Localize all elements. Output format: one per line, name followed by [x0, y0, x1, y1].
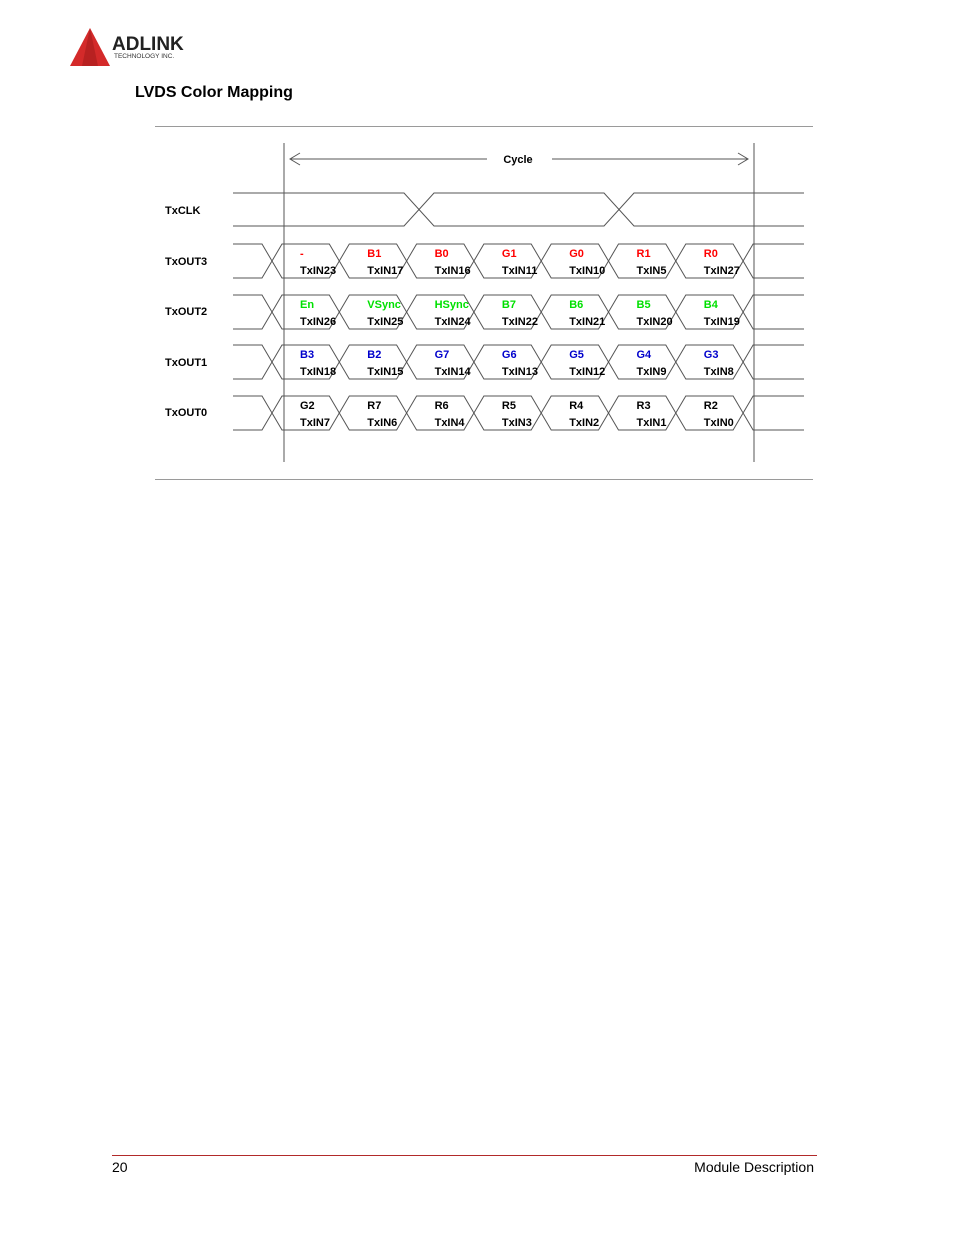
txin-label: TxIN15 [367, 366, 404, 378]
color-bit-label: R0 [703, 248, 718, 260]
txin-label: TxIN1 [636, 417, 667, 429]
color-bit-label: B6 [569, 299, 584, 311]
txin-label: TxIN7 [300, 417, 330, 429]
logo-tagline: TECHNOLOGY INC. [114, 53, 175, 60]
txin-label: TxIN24 [434, 316, 471, 328]
txin-label: TxIN11 [501, 265, 538, 277]
txin-label: TxIN6 [367, 417, 398, 429]
txin-label: TxIN14 [434, 366, 471, 378]
signal-label-txout1: TxOUT1 [165, 357, 208, 369]
color-bit-label: G7 [434, 349, 450, 361]
footer-rule [112, 1155, 817, 1156]
txin-label: TxIN10 [569, 265, 606, 277]
cycle-label: Cycle [503, 154, 533, 166]
color-bit-label: G5 [569, 349, 584, 361]
txin-label: TxIN27 [703, 265, 740, 277]
lvds-timing-diagram [0, 0, 954, 500]
row-txout1 [233, 345, 804, 379]
color-bit-label: HSync [434, 299, 469, 311]
row-txout2 [233, 295, 804, 329]
txin-label: TxIN0 [703, 417, 734, 429]
color-bit-label: G1 [501, 248, 517, 260]
cycle-indicator [290, 153, 748, 166]
cycle-frame [284, 143, 754, 462]
txin-label: TxIN3 [501, 417, 532, 429]
clock-line-a [233, 193, 804, 226]
txin-label: TxIN25 [367, 316, 404, 328]
txin-label: TxIN4 [434, 417, 465, 429]
txin-label: TxIN12 [569, 366, 606, 378]
logo-name: ADLINK [112, 34, 184, 55]
signal-label-txout2: TxOUT2 [165, 306, 208, 318]
color-bit-label: En [300, 299, 315, 311]
txin-label: TxIN17 [367, 265, 404, 277]
color-bit-label: B2 [367, 349, 382, 361]
signal-label-txout0: TxOUT0 [165, 407, 208, 419]
color-bit-label: R2 [703, 400, 718, 412]
color-bit-label: G0 [569, 248, 584, 260]
txin-label: TxIN26 [300, 316, 337, 328]
color-bit-label: G6 [501, 349, 517, 361]
footer-section-name: Module Description [694, 1159, 814, 1175]
txin-label: TxIN8 [703, 366, 734, 378]
color-bit-label: R5 [501, 400, 516, 412]
txin-label: TxIN22 [501, 316, 538, 328]
color-bit-label: - [300, 248, 304, 260]
color-bit-label: B3 [300, 349, 315, 361]
row-txout0 [233, 396, 804, 430]
txin-label: TxIN5 [636, 265, 667, 277]
signal-labels [165, 205, 207, 419]
row-txout3 [233, 244, 804, 278]
page-title: LVDS Color Mapping [135, 84, 293, 101]
signal-label-txout3: TxOUT3 [165, 256, 208, 268]
color-bit-label: R4 [569, 400, 584, 412]
color-bit-label: B5 [636, 299, 651, 311]
signal-label-txclk: TxCLK [165, 205, 201, 217]
page-number: 20 [112, 1159, 128, 1175]
txin-label: TxIN13 [501, 366, 538, 378]
txin-label: TxIN2 [569, 417, 600, 429]
color-bit-label: B0 [434, 248, 449, 260]
color-bit-label: G2 [300, 400, 315, 412]
clock-line-b [233, 193, 804, 226]
txin-label: TxIN19 [703, 316, 740, 328]
color-bit-label: VSync [367, 299, 401, 311]
txin-label: TxIN18 [300, 366, 337, 378]
txin-label: TxIN9 [636, 366, 667, 378]
color-bit-label: B4 [703, 299, 718, 311]
color-bit-label: R7 [367, 400, 382, 412]
txin-label: TxIN16 [434, 265, 471, 277]
color-bit-label: R3 [636, 400, 651, 412]
txin-label: TxIN20 [636, 316, 673, 328]
data-waveforms [233, 244, 804, 430]
color-bit-label: B7 [501, 299, 516, 311]
color-bit-label: G3 [703, 349, 719, 361]
color-bit-label: G4 [636, 349, 652, 361]
color-bit-label: R1 [636, 248, 651, 260]
txin-label: TxIN23 [300, 265, 337, 277]
txin-label: TxIN21 [569, 316, 606, 328]
clock-waveform [233, 193, 804, 226]
color-bit-label: B1 [367, 248, 382, 260]
color-bit-label: R6 [434, 400, 449, 412]
